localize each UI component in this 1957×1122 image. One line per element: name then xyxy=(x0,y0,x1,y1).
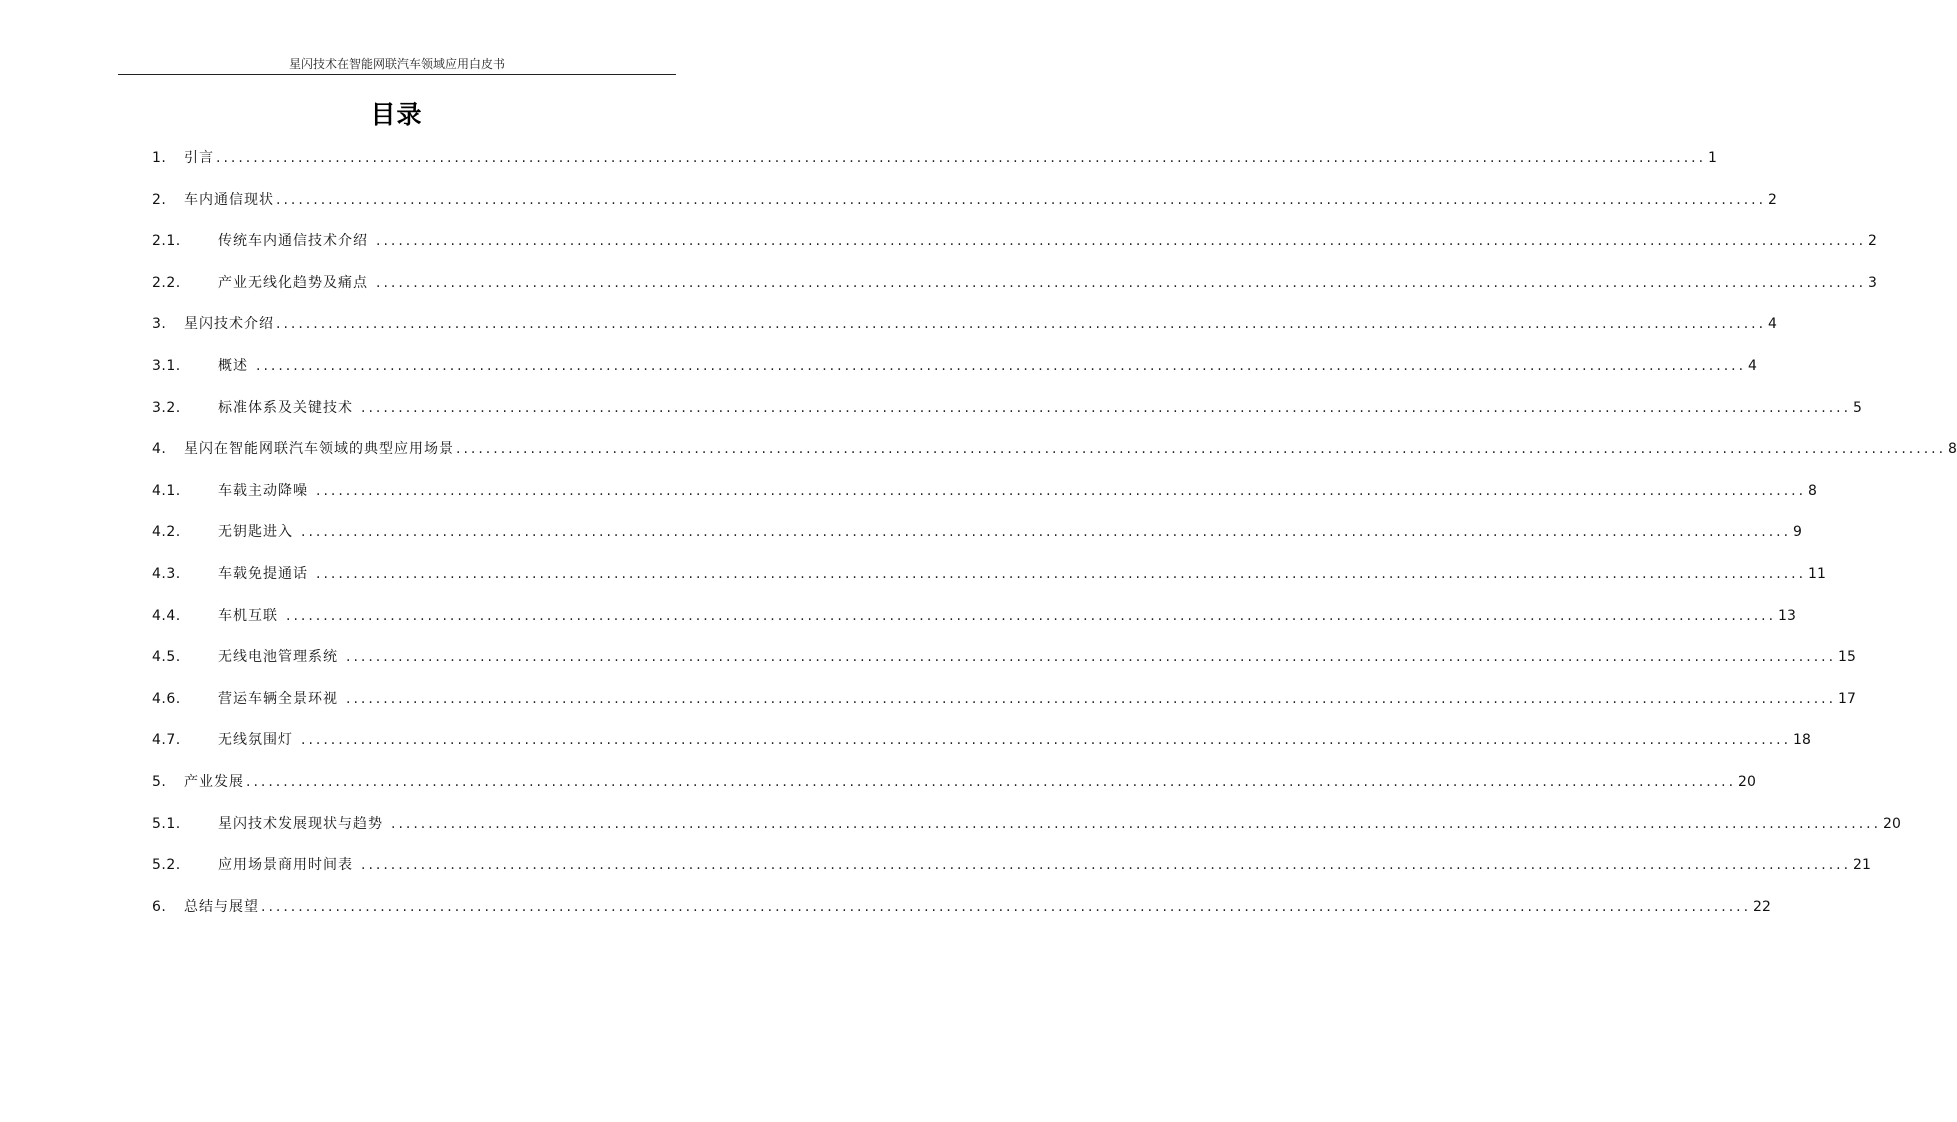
toc-entry-page: 21 xyxy=(1853,857,1871,874)
toc-entry-number: 4.7. xyxy=(152,732,181,749)
toc-entry-page: 8 xyxy=(1948,441,1957,458)
dot-leader: ........................................................................................................................................................................................................ xyxy=(361,399,1852,416)
dot-leader: ........................................................................................................................................................................................................ xyxy=(346,649,1837,666)
toc-entry-number: 5.1. xyxy=(152,815,181,832)
toc-entry-title: 星闪技术发展现状与趋势 xyxy=(218,815,383,832)
toc-entry-page: 5 xyxy=(1853,399,1862,416)
toc-entry-page: 20 xyxy=(1883,815,1901,832)
dot-leader: ........................................................................................................................................................................................................ xyxy=(246,773,1737,790)
dot-leader: ........................................................................................................................................................................................................ xyxy=(316,565,1807,582)
toc-entry-number: 4.4. xyxy=(152,607,181,624)
toc-entry-page: 20 xyxy=(1738,773,1756,790)
toc-entry-2-1[interactable] xyxy=(152,229,1877,271)
toc-entry-number: 1. xyxy=(152,150,167,166)
table-of-contents xyxy=(152,146,1957,936)
header-rule xyxy=(118,74,676,75)
toc-entry-title: 总结与展望 xyxy=(184,898,259,915)
toc-entry-title: 星闪在智能网联汽车领域的典型应用场景 xyxy=(184,441,454,458)
toc-entry-5[interactable] xyxy=(152,770,1756,812)
toc-entry-number: 4. xyxy=(152,441,167,458)
toc-entry-number: 3.2. xyxy=(152,399,181,416)
toc-entry-2-2[interactable] xyxy=(152,271,1877,313)
toc-entry-title: 应用场景商用时间表 xyxy=(218,857,353,874)
toc-entry-page: 3 xyxy=(1868,274,1877,291)
toc-entry-2[interactable] xyxy=(152,188,1777,230)
toc-entry-title: 车内通信现状 xyxy=(184,191,274,208)
toc-entry-number: 5. xyxy=(152,773,167,790)
toc-entry-number: 4.3. xyxy=(152,565,181,582)
toc-entry-1[interactable] xyxy=(152,146,1717,188)
toc-entry-title: 传统车内通信技术介绍 xyxy=(218,233,368,250)
toc-entry-number: 3.1. xyxy=(152,357,181,374)
toc-entry-page: 4 xyxy=(1768,316,1777,333)
toc-entry-page: 1 xyxy=(1708,150,1717,166)
toc-entry-4[interactable] xyxy=(152,437,1957,479)
dot-leader: ........................................................................................................................................................................................................ xyxy=(276,316,1767,333)
toc-entry-number: 3. xyxy=(152,316,167,333)
toc-entry-number: 4.1. xyxy=(152,482,181,499)
toc-entry-4-5[interactable] xyxy=(152,645,1856,687)
toc-entry-3[interactable] xyxy=(152,312,1777,354)
toc-entry-number: 4.2. xyxy=(152,524,181,541)
dot-leader: ........................................................................................................................................................................................................ xyxy=(216,150,1707,166)
toc-entry-number: 5.2. xyxy=(152,857,181,874)
dot-leader: ........................................................................................................................................................................................................ xyxy=(456,441,1947,458)
toc-entry-title: 标准体系及关键技术 xyxy=(218,399,353,416)
toc-entry-5-1[interactable] xyxy=(152,812,1901,854)
toc-entry-page: 17 xyxy=(1838,690,1856,707)
toc-entry-title: 产业发展 xyxy=(184,773,244,790)
toc-entry-page: 11 xyxy=(1808,565,1826,582)
toc-entry-page: 18 xyxy=(1793,732,1811,749)
toc-entry-6[interactable] xyxy=(152,895,1771,937)
toc-entry-page: 8 xyxy=(1808,482,1817,499)
dot-leader: ........................................................................................................................................................................................................ xyxy=(261,898,1752,915)
toc-entry-title: 概述 xyxy=(218,357,248,374)
running-header-title: 星闪技术在智能网联汽车领域应用白皮书 xyxy=(288,57,505,71)
toc-entry-4-2[interactable] xyxy=(152,520,1802,562)
toc-entry-number: 4.6. xyxy=(152,690,181,707)
toc-entry-page: 15 xyxy=(1838,649,1856,666)
toc-entry-number: 2.2. xyxy=(152,274,181,291)
toc-entry-number: 6. xyxy=(152,898,167,915)
toc-entry-page: 9 xyxy=(1793,524,1802,541)
toc-entry-3-2[interactable] xyxy=(152,396,1862,438)
dot-leader: ........................................................................................................................................................................................................ xyxy=(256,357,1747,374)
toc-entry-number: 2.1. xyxy=(152,233,181,250)
toc-entry-number: 4.5. xyxy=(152,649,181,666)
dot-leader: ........................................................................................................................................................................................................ xyxy=(346,690,1837,707)
dot-leader: ........................................................................................................................................................................................................ xyxy=(276,191,1767,208)
toc-entry-page: 2 xyxy=(1768,191,1777,208)
toc-entry-page: 2 xyxy=(1868,233,1877,250)
toc-entry-page: 22 xyxy=(1753,898,1771,915)
toc-entry-4-6[interactable] xyxy=(152,687,1856,729)
toc-entry-page: 4 xyxy=(1748,357,1757,374)
toc-entry-title: 星闪技术介绍 xyxy=(184,316,274,333)
toc-entry-4-7[interactable] xyxy=(152,728,1811,770)
toc-entry-title: 引言 xyxy=(184,150,214,166)
toc-entry-5-2[interactable] xyxy=(152,853,1871,895)
toc-entry-3-1[interactable] xyxy=(152,354,1757,396)
toc-entry-title: 无线电池管理系统 xyxy=(218,649,338,666)
dot-leader: ........................................................................................................................................................................................................ xyxy=(361,857,1852,874)
toc-entry-title: 车载主动降噪 xyxy=(218,482,308,499)
toc-entry-title: 无线氛围灯 xyxy=(218,732,293,749)
toc-entry-4-1[interactable] xyxy=(152,479,1817,521)
toc-entry-title: 无钥匙进入 xyxy=(218,524,293,541)
toc-entry-title: 车机互联 xyxy=(218,607,278,624)
toc-entry-page: 13 xyxy=(1778,607,1796,624)
dot-leader: ........................................................................................................................................................................................................ xyxy=(376,274,1867,291)
toc-entry-4-3[interactable] xyxy=(152,562,1826,604)
toc-title: 目录 xyxy=(370,100,423,129)
dot-leader: ........................................................................................................................................................................................................ xyxy=(316,482,1807,499)
dot-leader: ........................................................................................................................................................................................................ xyxy=(391,815,1882,832)
dot-leader: ........................................................................................................................................................................................................ xyxy=(376,233,1867,250)
toc-entry-title: 营运车辆全景环视 xyxy=(218,690,338,707)
dot-leader: ........................................................................................................................................................................................................ xyxy=(286,607,1777,624)
dot-leader: ........................................................................................................................................................................................................ xyxy=(301,524,1792,541)
toc-entry-number: 2. xyxy=(152,191,167,208)
toc-entry-4-4[interactable] xyxy=(152,604,1796,646)
dot-leader: ........................................................................................................................................................................................................ xyxy=(301,732,1792,749)
toc-entry-title: 产业无线化趋势及痛点 xyxy=(218,274,368,291)
toc-entry-title: 车载免提通话 xyxy=(218,565,308,582)
